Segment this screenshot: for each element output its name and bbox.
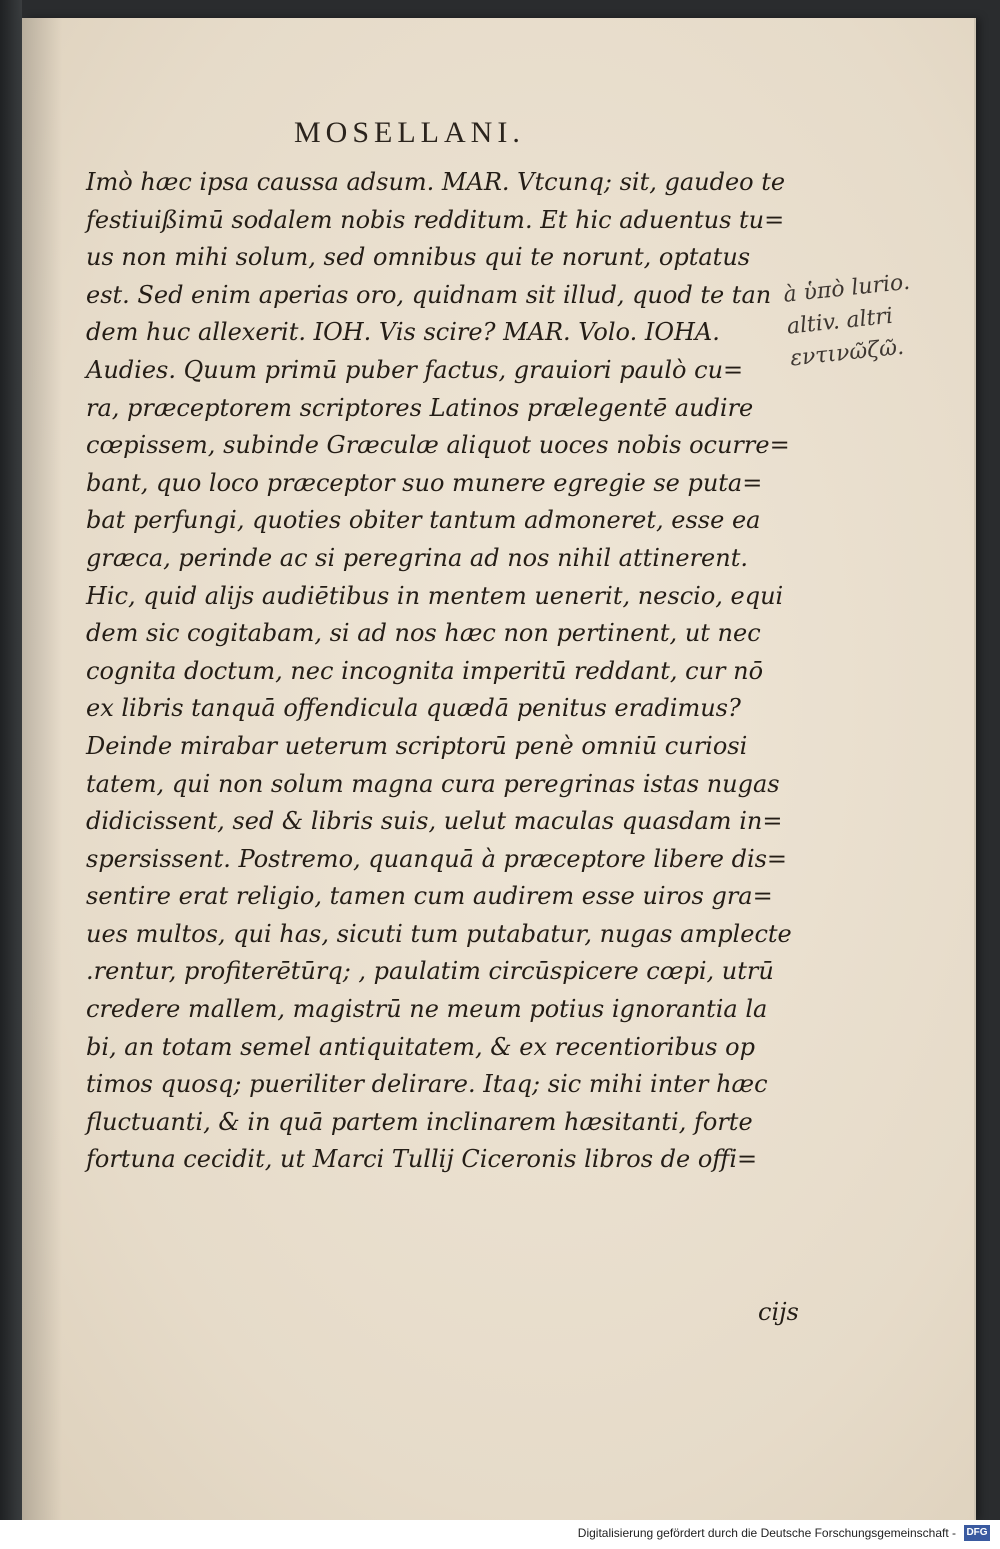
text-line: credere mallem, magistrū ne meum potius ignorantia la [86, 995, 768, 1024]
dfg-logo: DFG [964, 1525, 990, 1541]
text-line: .rentur, profiterētūrq; , paulatim circūspicere cœpi, utrū [86, 957, 774, 986]
text-line: dem huc allexerit. IOH. Vis scire? MAR. Volo. IOHA. [86, 318, 720, 347]
text-line: cœpissem, subinde Græculæ aliquot uoces nobis ocurre= [86, 431, 790, 460]
text-line: bat perfungi, quoties obiter tantum admoneret, esse ea [86, 506, 761, 535]
text-line: Imò hæc ipsa caussa adsum. MAR. Vtcunq; sit, gaudeo te [86, 168, 786, 196]
text-line: est. Sed enim aperias oro, quidnam sit illud, quod te tan [86, 280, 772, 309]
text-line: sentire erat religio, tamen cum audirem esse uiros gra= [86, 882, 773, 911]
text-line: us non mihi solum, sed omnibus qui te norunt, optatus [86, 243, 751, 272]
text-line: timos quosq; pueriliter delirare. Itaq; sic mihi inter hæc [86, 1070, 768, 1099]
scan-background [0, 0, 22, 1549]
book-page [22, 18, 974, 1520]
text-line: bi, an totam semel antiquitatem, & ex recentioribus op [86, 1032, 755, 1061]
gutter-shadow [22, 18, 62, 1520]
text-line: festiuißimū sodalem nobis redditum. Et hic aduentus tu= [86, 205, 785, 234]
marginalia-line: à ὑπὸ lurio. [782, 269, 912, 308]
text-line: cognita doctum, nec incognita imperitū reddant, cur nō [86, 656, 764, 685]
text-line: bant, quo loco præceptor suo munere egregie se puta= [86, 468, 763, 497]
text-line: spersissent. Postremo, quanquā à præceptore libere dis= [86, 844, 788, 873]
marginalia-line: altiv. altri [785, 303, 895, 340]
text-line: tatem, qui non solum magna cura peregrinas istas nugas [86, 769, 780, 798]
text-line: ra, præceptorem scriptores Latinos prælegentē audire [86, 393, 754, 422]
running-head: MOSELLANI. [294, 116, 525, 149]
text-line: Audies. Quum primū puber factus, grauiori paulò cu= [86, 355, 744, 384]
text-line: fluctuanti, & in quā partem inclinarem hæsitanti, forte [86, 1107, 753, 1136]
text-line: græca, perinde ac si peregrina ad nos nihil attinerent. [86, 543, 748, 572]
text-line: Deinde mirabar ueterum scriptorū penè omniū curiosi [86, 731, 748, 760]
text-line: Hic, quid alijs audiētibus in mentem uenerit, nescio, equi [86, 581, 784, 610]
text-line: fortuna cecidit, ut Marci Tullij Ciceronis libros de offi= [86, 1145, 758, 1174]
footer-credit: Digitalisierung gefördert durch die Deutsche Forschungsgemeinschaft - [577, 1526, 956, 1540]
text-line: didicissent, sed & libris suis, uelut maculas quasdam in= [86, 807, 783, 836]
handwritten-marginalia [782, 259, 974, 375]
marginalia-line: εντινῶζῶ. [789, 334, 906, 372]
catchword: cijs [758, 1298, 799, 1326]
text-line: ex libris tanquā offendicula quædā penitus eradimus? [86, 694, 741, 723]
text-line: dem sic cogitabam, si ad nos hæc non pertinent, ut nec [86, 619, 761, 648]
body-text [86, 164, 792, 1179]
text-line: ues multos, qui has, sicuti tum putabatur, nugas amplecte [86, 919, 792, 948]
